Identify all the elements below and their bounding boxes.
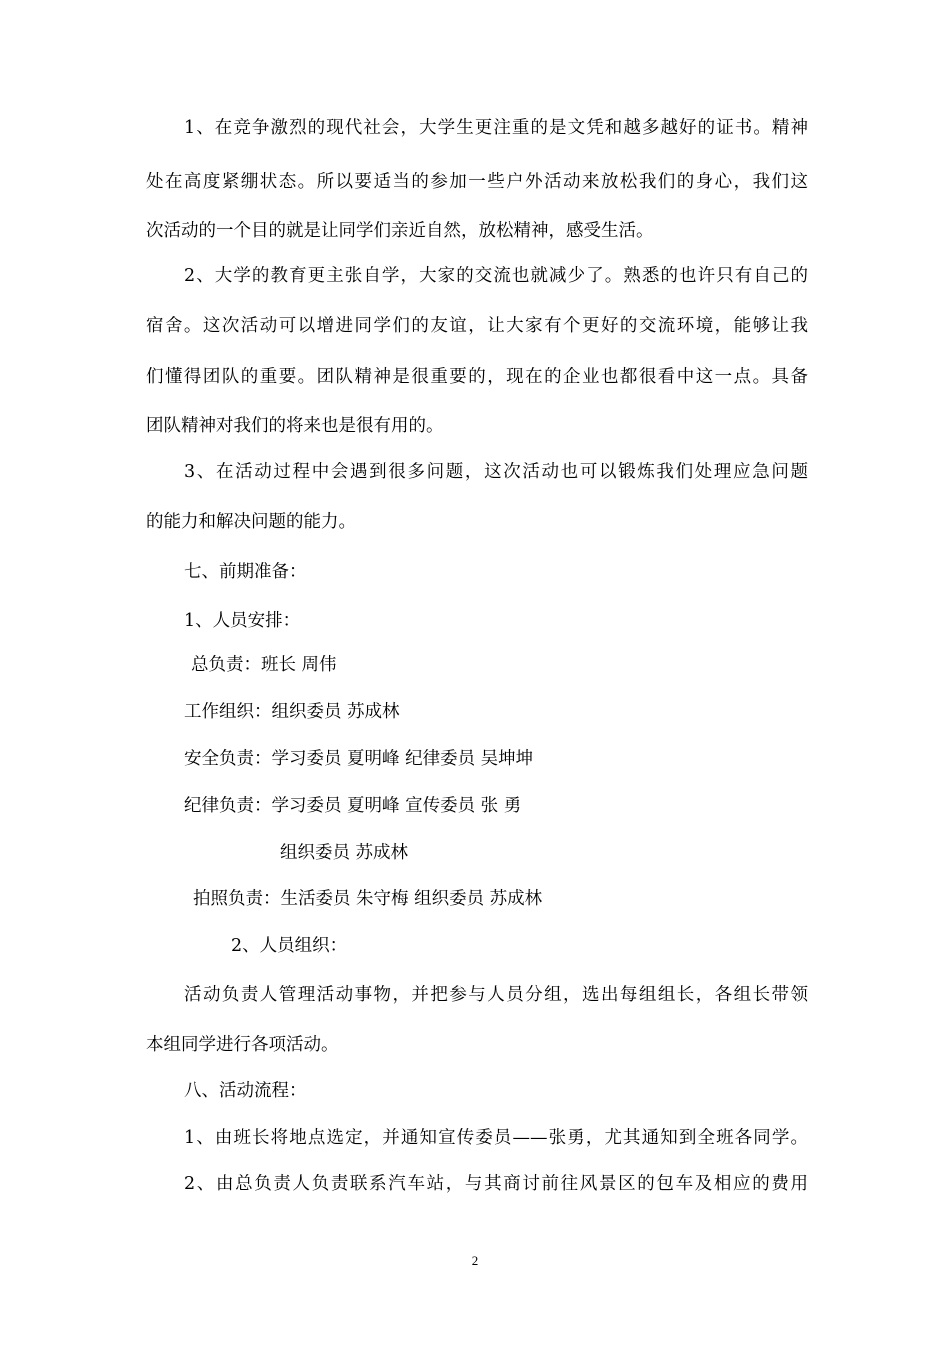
- paragraph-line: 的能力和解决问题的能力。: [146, 512, 356, 532]
- paragraph-line: 3、在活动过程中会遇到很多问题，这次活动也可以锻炼我们处理应急问题: [184, 462, 808, 482]
- paragraph-line: 2、大学的教育更主张自学，大家的交流也就减少了。熟悉的也许只有自己的: [184, 266, 808, 286]
- section-heading: 八、活动流程：: [184, 1081, 307, 1101]
- paragraph-line: 本组同学进行各项活动。: [146, 1035, 339, 1055]
- staff-line: 拍照负责：生活委员 朱守梅 组织委员 苏成林: [193, 889, 543, 909]
- paragraph-line: 团队精神对我们的将来也是很有用的。: [146, 416, 444, 436]
- staff-line: 工作组织：组织委员 苏成林: [184, 702, 400, 722]
- paragraph-line: 们懂得团队的重要。团队精神是很重要的，现在的企业也都很看中这一点。具备: [146, 367, 808, 387]
- paragraph-line: 活动负责人管理活动事物，并把参与人员分组，选出每组组长，各组长带领: [184, 985, 808, 1005]
- paragraph-line: 1、由班长将地点选定，并通知宣传委员——张勇，尤其通知到全班各同学。: [184, 1128, 808, 1148]
- staff-line: 安全负责：学习委员 夏明峰 纪律委员 吴坤坤: [184, 749, 534, 769]
- staff-line: 纪律负责：学习委员 夏明峰 宣传委员 张 勇: [184, 796, 522, 816]
- section-heading: 七、前期准备：: [184, 562, 307, 582]
- paragraph-line: 宿舍。这次活动可以增进同学们的友谊，让大家有个更好的交流环境，能够让我: [146, 316, 808, 336]
- staff-line: 总负责：班长 周伟: [191, 655, 337, 675]
- subsection-heading: 1、人员安排：: [184, 611, 301, 631]
- staff-line: 组织委员 苏成林: [280, 843, 409, 863]
- page-number: 2: [471, 1253, 479, 1268]
- subsection-heading: 2、人员组织：: [231, 936, 348, 956]
- paragraph-line: 2、由总负责人负责联系汽车站，与其商讨前往风景区的包车及相应的费用: [184, 1174, 808, 1194]
- paragraph-line: 1、在竞争激烈的现代社会，大学生更注重的是文凭和越多越好的证书。精神: [184, 118, 808, 138]
- paragraph-line: 处在高度紧绷状态。所以要适当的参加一些户外活动来放松我们的身心，我们这: [146, 172, 808, 192]
- paragraph-line: 次活动的一个目的就是让同学们亲近自然，放松精神，感受生活。: [146, 221, 654, 241]
